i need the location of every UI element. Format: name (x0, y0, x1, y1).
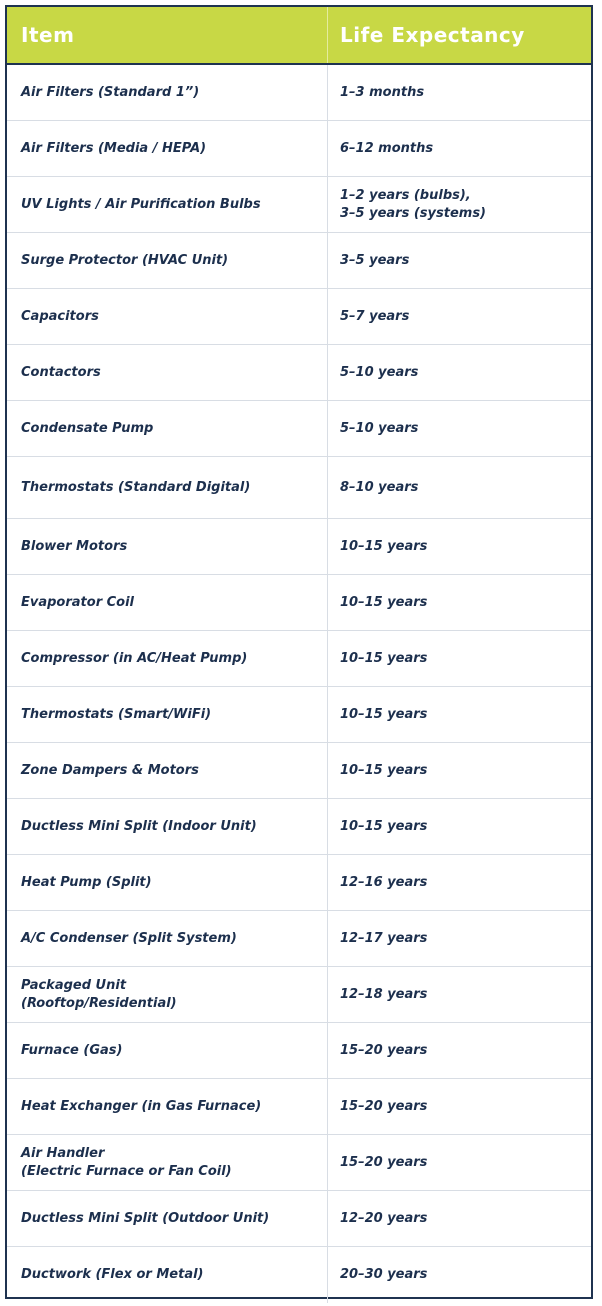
life-cell: 12–17 years (327, 911, 591, 966)
item-cell: Ductwork (Flex or Metal) (21, 1267, 204, 1282)
life-cell: 15–20 years (327, 1079, 591, 1134)
table-header (7, 7, 591, 65)
item-cell: Compressor (in AC/Heat Pump) (21, 650, 248, 666)
item-cell: Heat Exchanger (in Gas Furnace) (21, 1098, 262, 1114)
item-cell: Air Filters (Media / HEPA) (21, 140, 207, 156)
item-cell: Contactors (21, 364, 101, 380)
table-row (7, 65, 591, 121)
life-cell: 20–30 years (327, 1247, 591, 1303)
life-cell: 10–15 years (327, 687, 591, 742)
life-cell: 6–12 months (327, 121, 591, 176)
item-cell: Thermostats (Standard Digital) (21, 479, 251, 495)
item-cell: Evaporator Coil (21, 594, 135, 610)
item-cell: Capacitors (21, 308, 99, 324)
life-expectancy-table (5, 5, 593, 1299)
table-row (7, 1023, 591, 1079)
item-cell: Heat Pump (Split) (21, 874, 152, 890)
life-cell: 15–20 years (327, 1023, 591, 1078)
table-row (7, 911, 591, 967)
item-cell: UV Lights / Air Purification Bulbs (21, 196, 261, 212)
life-cell: 12–16 years (327, 855, 591, 910)
table-row (7, 631, 591, 687)
item-cell: Furnace (Gas) (21, 1042, 123, 1058)
life-cell: 3–5 years (327, 233, 591, 288)
life-cell: 5–7 years (327, 289, 591, 344)
item-cell: Packaged Unit (Rooftop/Residential) (21, 977, 177, 1011)
life-cell: 10–15 years (327, 631, 591, 686)
table-row (7, 799, 591, 855)
item-cell: Air Filters (Standard 1”) (21, 84, 200, 100)
table-row (7, 401, 591, 457)
life-cell: 10–15 years (327, 519, 591, 574)
life-cell: 8–10 years (327, 457, 591, 518)
table-row (7, 1191, 591, 1247)
table-row (7, 575, 591, 631)
life-cell: 10–15 years (327, 799, 591, 854)
table-row (7, 855, 591, 911)
life-cell: 1–2 years (bulbs), 3–5 years (systems) (327, 177, 591, 232)
table-row (7, 1247, 591, 1303)
item-cell: Ductless Mini Split (Indoor Unit) (21, 818, 257, 834)
table-row (7, 519, 591, 575)
life-cell: 10–15 years (327, 743, 591, 798)
table-row (7, 967, 591, 1023)
life-cell: 10–15 years (327, 575, 591, 630)
table-row (7, 289, 591, 345)
header-life-expectancy: Life Expectancy (327, 7, 591, 63)
table-row (7, 233, 591, 289)
item-cell: Ductless Mini Split (Outdoor Unit) (21, 1210, 270, 1226)
table-row (7, 177, 591, 233)
table-row (7, 1079, 591, 1135)
life-cell: 5–10 years (327, 345, 591, 400)
item-cell: A/C Condenser (Split System) (21, 930, 237, 946)
life-cell: 12–20 years (327, 1191, 591, 1246)
table-row (7, 743, 591, 799)
item-cell: Condensate Pump (21, 420, 154, 436)
item-cell: Blower Motors (21, 538, 128, 554)
table-row (7, 457, 591, 519)
life-cell: 5–10 years (327, 401, 591, 456)
table-row (7, 1135, 591, 1191)
item-cell: Air Handler (Electric Furnace or Fan Coil) (21, 1145, 232, 1179)
life-cell: 1–3 months (327, 65, 591, 120)
item-cell: Zone Dampers & Motors (21, 762, 199, 778)
life-cell: 15–20 years (327, 1135, 591, 1190)
table-row (7, 687, 591, 743)
table-row (7, 121, 591, 177)
item-cell: Thermostats (Smart/WiFi) (21, 706, 212, 722)
header-item: Item (21, 23, 75, 47)
table-row (7, 345, 591, 401)
item-cell: Surge Protector (HVAC Unit) (21, 252, 229, 268)
life-cell: 12–18 years (327, 967, 591, 1022)
